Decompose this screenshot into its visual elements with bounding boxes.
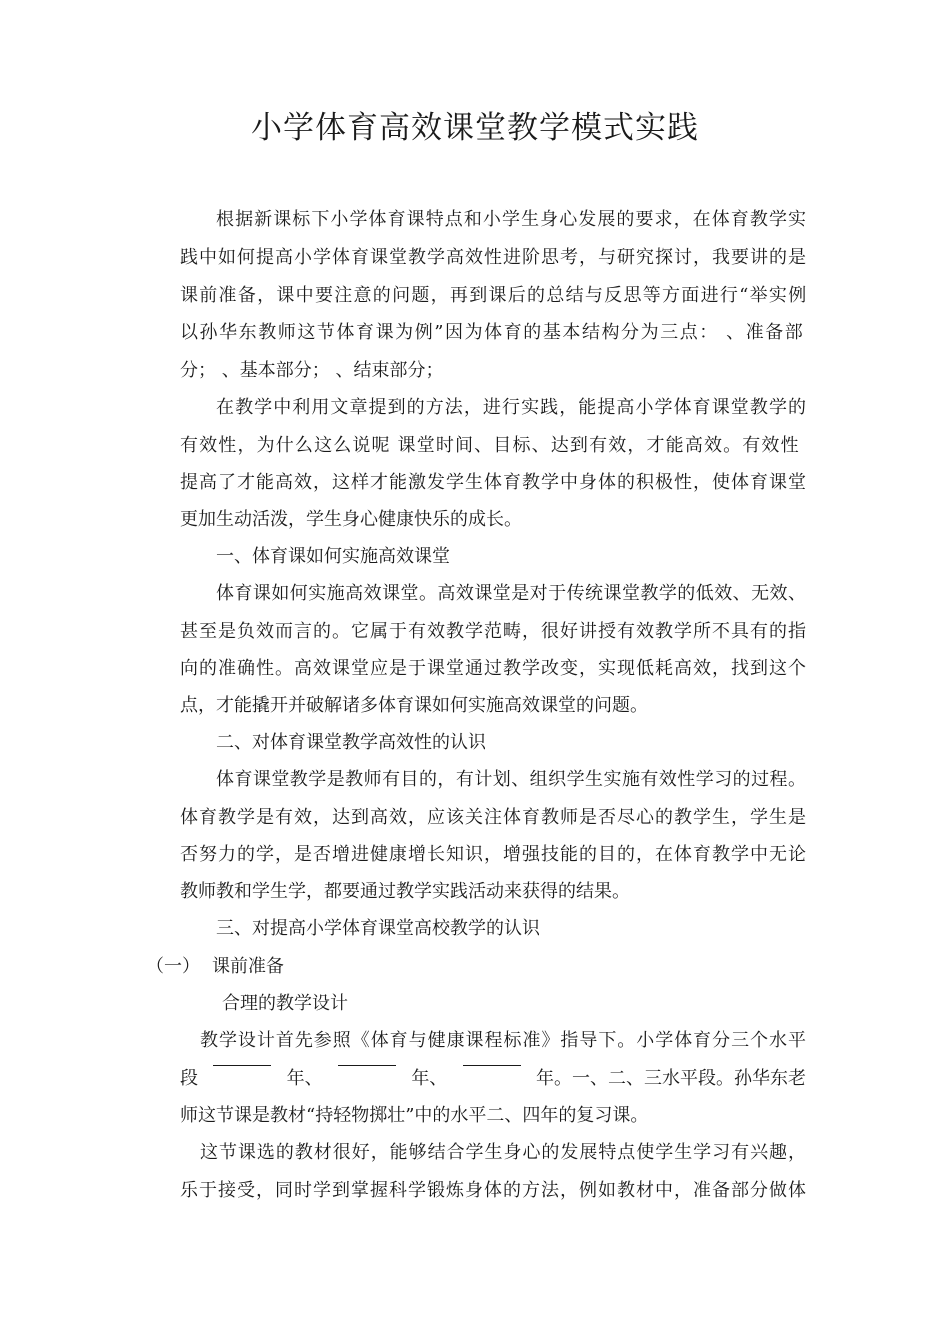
- section-heading-3: 三、对提高小学体育课堂高校教学的认识: [216, 918, 540, 939]
- grade-range-year-3: 年。一、二、三水平段。孙华东老: [535, 1068, 806, 1089]
- paragraph-2-line-3: 提高了才能高效，这样才能激发学生体育教学中身体的积极性，使体育课堂: [180, 472, 807, 493]
- paragraph-5-line-2: [180, 1067, 806, 1091]
- paragraph-1-line-4: 以孙华东教师这节体育课为例”因为体育的基本结构分为三点： 、准备部: [180, 322, 805, 343]
- grade-range-label: 段: [180, 1068, 198, 1089]
- section-heading-1: 一、体育课如何实施高效课堂: [216, 546, 450, 567]
- paragraph-2-line-1: 在教学中利用文章提到的方法，进行实践，能提高小学体育课堂教学的: [216, 397, 808, 418]
- paragraph-3-line-1: 体育课如何实施高效课堂。高效课堂是对于传统课堂教学的低效、无效、: [216, 583, 807, 604]
- subsection-heading: 课前准备: [212, 956, 284, 977]
- section-heading-2: 二、对体育课堂教学高效性的认识: [216, 732, 486, 753]
- paragraph-6-line-2: 乐于接受，同时学到掌握科学锻炼身体的方法，例如教材中，准备部分做体: [180, 1180, 807, 1201]
- paragraph-1-line-5: 分； 、基本部分； 、结束部分；: [180, 360, 444, 381]
- paragraph-4-line-1: 体育课堂教学是教师有目的，有计划、组织学生实施有效性学习的过程。: [216, 769, 807, 790]
- paragraph-5-line-1: 教学设计首先参照《体育与健康课程标准》指导下。小学体育分三个水平: [200, 1030, 807, 1051]
- paragraph-3-line-3: 向的准确性。高效课堂应是于课堂通过教学改变，实现低耗高效，找到这个: [180, 658, 807, 679]
- grade-range-year-2: 年、: [411, 1068, 448, 1089]
- blank-line: [213, 1065, 271, 1066]
- blank-line: [338, 1065, 396, 1066]
- paragraph-2-line-4: 更加生动活泼，学生身心健康快乐的成长。: [180, 509, 522, 530]
- paragraph-6-line-1: 这节课选的教材很好，能够结合学生身心的发展特点使学生学习有兴趣，: [200, 1142, 807, 1163]
- paragraph-1-line-1: 根据新课标下小学体育课特点和小学生身心发展的要求，在体育教学实: [216, 209, 808, 230]
- paragraph-4-line-2: 体育教学是有效，达到高效，应该关注体育教师是否尽心的教学生，学生是: [180, 807, 807, 828]
- paragraph-1-line-3: 课前准备，课中要注意的问题，再到课后的总结与反思等方面进行“举实例: [180, 285, 808, 306]
- subsection-item-heading: 合理的教学设计: [222, 993, 348, 1014]
- subsection-number: （一）: [146, 956, 200, 977]
- paragraph-4-line-4: 教师教和学生学，都要通过教学实践活动来获得的结果。: [180, 881, 630, 902]
- paragraph-3-line-2: 甚至是负效而言的。它属于有效教学范畴，很好讲授有效教学所不具有的指: [180, 621, 807, 642]
- paragraph-2-line-2: 有效性，为什么这么说呢 课堂时间、目标、达到有效，才能高效。有效性: [180, 435, 800, 456]
- paragraph-5-line-3: 师这节课是教材“持轻物掷壮”中的水平二、四年的复习课。: [180, 1105, 649, 1126]
- blank-line: [463, 1065, 521, 1066]
- paragraph-4-line-3: 否努力的学，是否增进健康增长知识，增强技能的目的，在体育教学中无论: [180, 844, 807, 865]
- grade-range-year-1: 年、: [286, 1068, 323, 1089]
- paragraph-3-line-4: 点，才能撬开并破解诸多体育课如何实施高效课堂的问题。: [180, 695, 648, 716]
- document-title: 小学体育高效课堂教学模式实践: [251, 110, 699, 146]
- paragraph-1-line-2: 践中如何提高小学体育课堂教学高效性进阶思考，与研究探讨，我要讲的是: [180, 247, 807, 268]
